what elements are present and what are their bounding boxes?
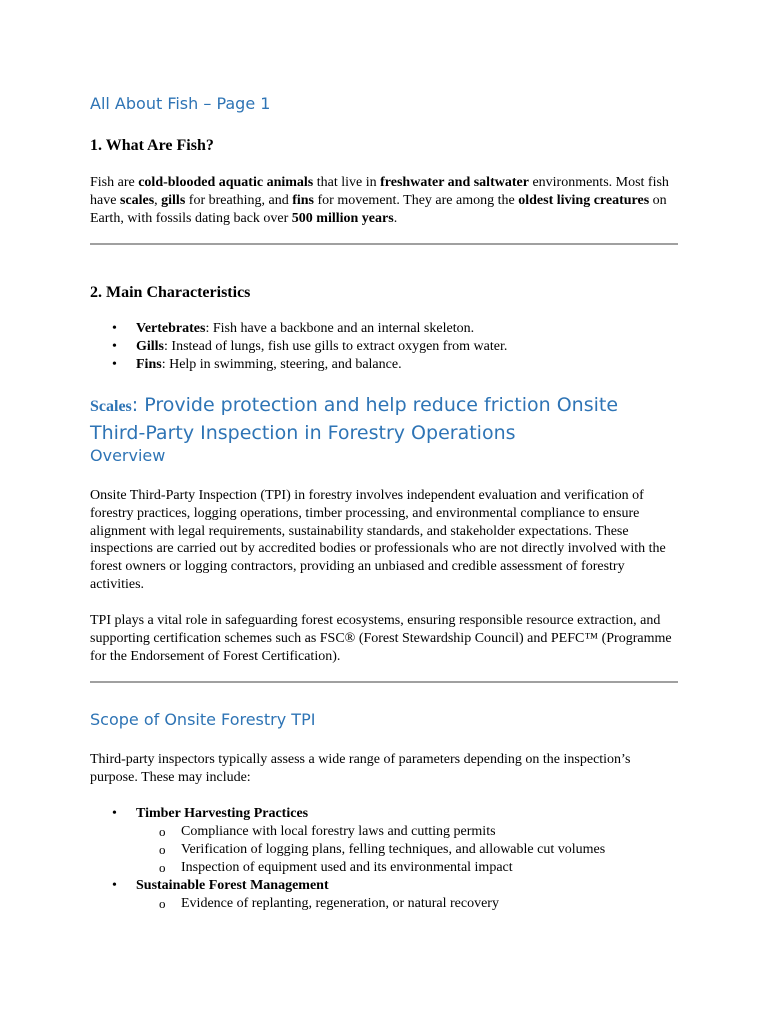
list-item [90,320,678,338]
list-item [90,877,678,895]
bold-run: scales [119,192,155,208]
list-item [90,859,678,877]
bullet-term: Gills [136,339,165,354]
list-item [90,823,678,841]
group-title: Timber Harvesting Practices [136,806,309,821]
characteristics-list [90,320,678,374]
horizontal-rule [90,681,678,683]
sub-item-text: Inspection of equipment used and its environmental impact [181,860,513,875]
text-run: for movement. They are among the [314,192,519,208]
bold-run: fins [292,192,314,208]
scope-list [90,805,678,913]
list-item [90,805,678,823]
list-item [90,841,678,859]
bold-run: cold-blooded aquatic animals [138,175,314,190]
list-item [90,356,678,374]
scales-heading-line [90,392,678,446]
bullet-text: : Help in swimming, steering, and balance. [161,357,402,372]
overview-heading: Overview [90,446,166,465]
bullet-dot: • [112,339,117,354]
page-title: All About Fish – Page 1 [90,94,271,113]
bullet-dot: • [112,357,117,372]
scales-heading-text: : Provide protection and help reduce friction Onsite Third-Party Inspection in Forestry Operations [90,394,619,444]
bullet-dot: • [112,878,117,893]
scope-intro-paragraph: Third-party inspectors typically assess a wide range of parameters depending on the inspection’s purpose. These may include: [90,752,631,785]
sub-bullet-marker: o [159,860,166,875]
horizontal-rule [90,243,678,245]
text-run: . [393,210,398,226]
bold-run: freshwater and saltwater [380,175,529,190]
sub-item-text: Verification of logging plans, felling techniques, and allowable cut volumes [181,842,606,857]
section-heading-what-are-fish: 1. What Are Fish? [90,137,214,154]
text-run: on Earth, with fossils dating back over [90,192,667,226]
overview-paragraph-2: TPI plays a vital role in safeguarding forest ecosystems, ensuring responsible resource extraction, and supporting certification schemes such as FSC® (Forest Stewardship Council) and PEFC™ (Programme for the Endorsement of Forest Certification). [90,613,672,664]
scales-term: Scales [90,398,132,415]
bullet-term: Fins [136,357,162,372]
sub-bullet-marker: o [159,842,166,857]
bullet-dot: • [112,806,117,821]
bullet-dot: • [112,321,117,336]
sub-item-text: Evidence of replanting, regeneration, or natural recovery [181,896,499,911]
scope-heading: Scope of Onsite Forestry TPI [90,710,316,729]
bold-run: gills [161,192,186,208]
group-title: Sustainable Forest Management [136,878,329,893]
text-run: , [154,192,162,208]
list-item [90,338,678,356]
bullet-text: : Fish have a backbone and an internal skeleton. [205,321,475,336]
text-run: that live in [313,175,381,190]
sub-item-text: Compliance with local forestry laws and cutting permits [181,824,496,839]
text-run: environments. Most fish have [90,175,669,208]
bold-run: oldest living creatures [518,192,650,208]
paragraph-what-are-fish [90,174,678,227]
sub-bullet-marker: o [159,896,166,911]
bullet-text: : Instead of lungs, fish use gills to extract oxygen from water. [164,339,508,354]
sub-bullet-marker: o [159,824,166,839]
list-item [90,895,678,913]
bullet-term: Vertebrates [136,321,206,336]
bold-run: 500 million years [291,210,394,226]
overview-paragraph-1: Onsite Third-Party Inspection (TPI) in forestry involves independent evaluation and verification of forestry practices, logging operations, timber processing, and environmental compliance to ensure alignment with legal requirements, sustainability standards, and stakeholder expectations. These inspections are carried out by accredited bodies or professionals who are not directly involved with the forest owners or logging contractors, providing an unbiased and credible assessment of forestry activities. [90,488,666,592]
text-run: Fish are [90,175,139,190]
text-run: for breathing, and [185,192,293,208]
section-heading-main-characteristics: 2. Main Characteristics [90,284,251,301]
